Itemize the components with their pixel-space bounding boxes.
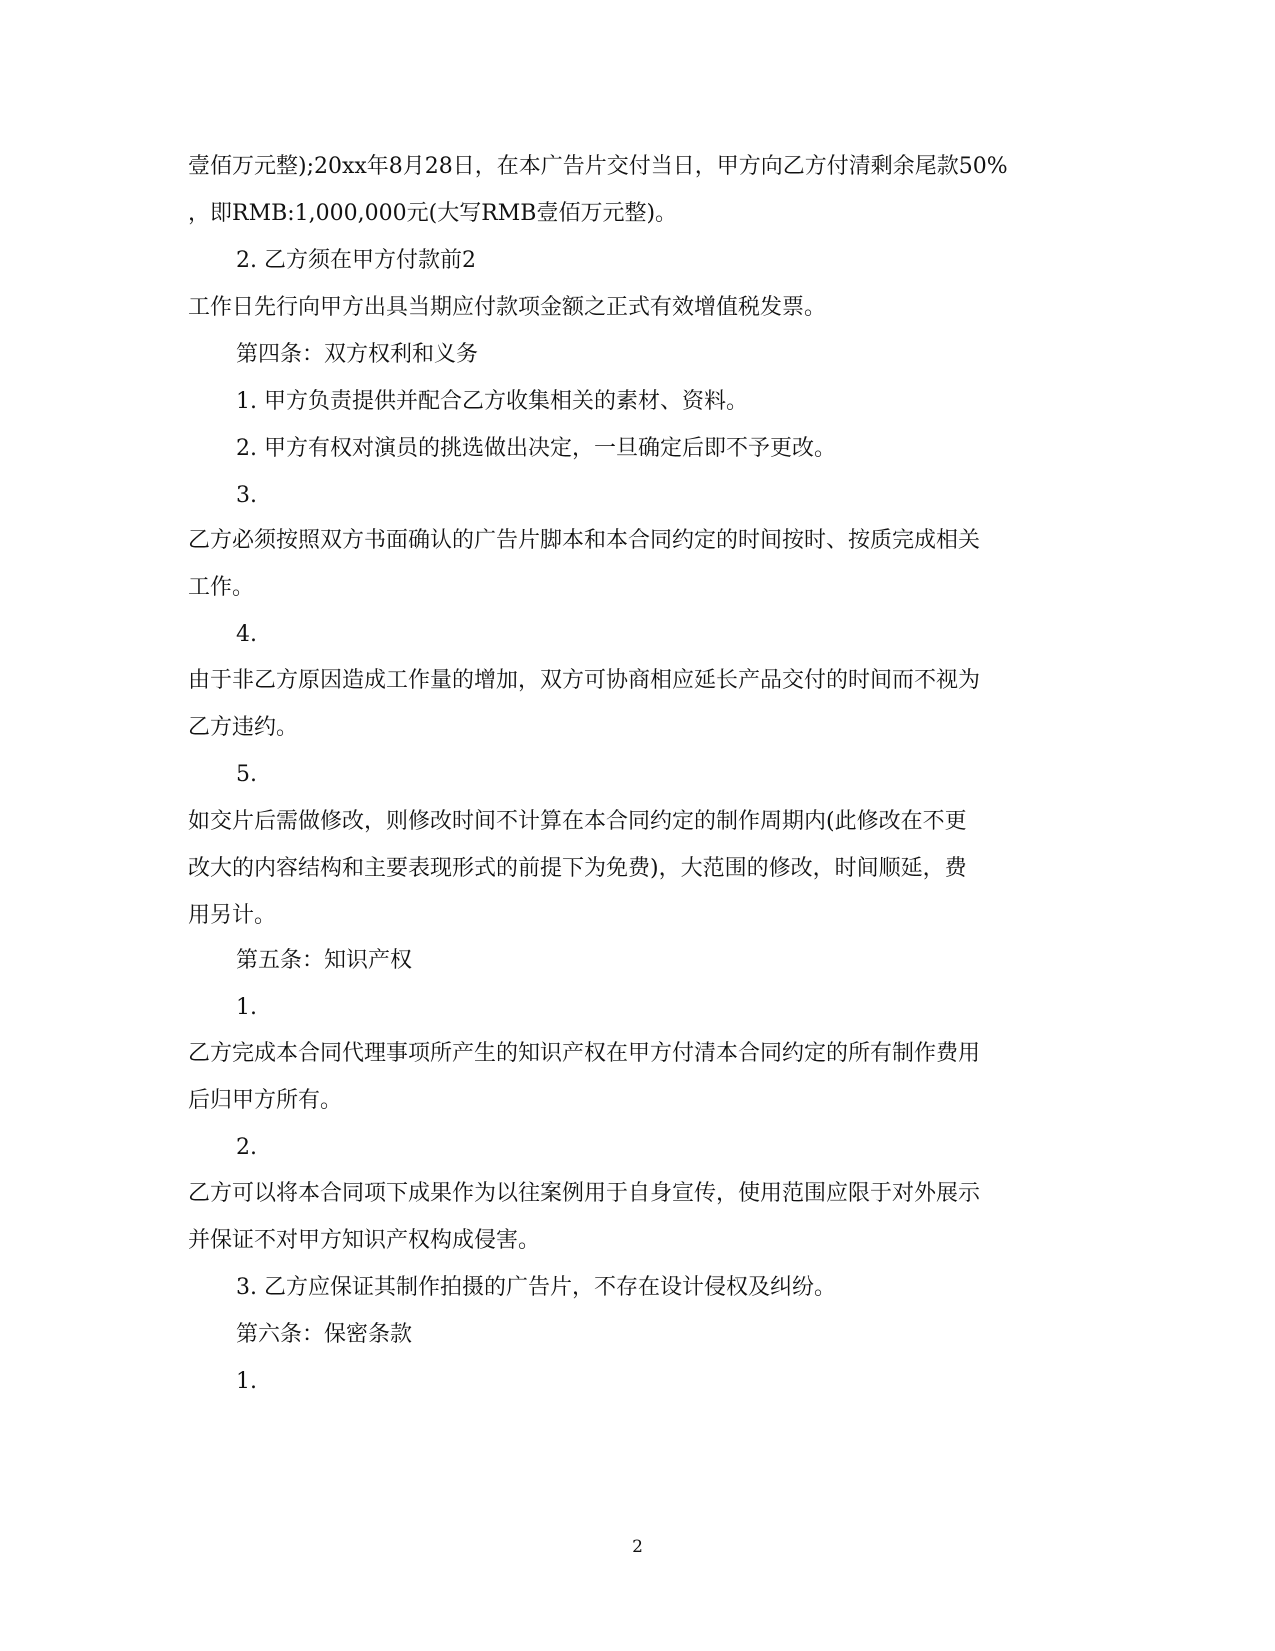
text-line: ，即RMB:1,000,000元(大写RMB壹佰万元整)。 [188, 201, 678, 226]
list-item-number: 3. [236, 483, 257, 508]
section-heading: 第五条：知识产权 [236, 948, 413, 973]
text-line: 改大的内容结构和主要表现形式的前提下为免费)，大范围的修改，时间顺延，费 [188, 856, 967, 881]
list-item-number: 2. 乙方须在甲方付款前2 [236, 248, 476, 273]
list-item: 1. 甲方负责提供并配合乙方收集相关的素材、资料。 [236, 389, 748, 414]
text-line: 并保证不对甲方知识产权构成侵害。 [188, 1228, 541, 1253]
section-heading: 第六条：保密条款 [236, 1322, 413, 1347]
list-item-number: 1. [236, 1369, 257, 1394]
section-heading: 第四条：双方权利和义务 [236, 342, 479, 367]
list-item: 2. 甲方有权对演员的挑选做出决定，一旦确定后即不予更改。 [236, 436, 836, 461]
text-line: 乙方完成本合同代理事项所产生的知识产权在甲方付清本合同约定的所有制作费用 [188, 1041, 981, 1066]
text-line: 工作日先行向甲方出具当期应付款项金额之正式有效增值税发票。 [188, 295, 827, 320]
text-line: 后归甲方所有。 [188, 1088, 343, 1113]
list-item-number: 1. [236, 995, 257, 1020]
list-item-number: 4. [236, 622, 257, 647]
text-line: 乙方可以将本合同项下成果作为以往案例用于自身宣传，使用范围应限于对外展示 [188, 1181, 981, 1206]
list-item: 3. 乙方应保证其制作拍摄的广告片，不存在设计侵权及纠纷。 [236, 1275, 836, 1300]
page-number: 2 [632, 1537, 643, 1557]
text-line: 用另计。 [188, 903, 277, 928]
text-line: 工作。 [188, 575, 255, 600]
text-line: 乙方违约。 [188, 715, 299, 740]
list-item-number: 5. [236, 762, 257, 787]
text-line: 由于非乙方原因造成工作量的增加，双方可协商相应延长产品交付的时间而不视为 [188, 668, 981, 693]
text-line: 如交片后需做修改，则修改时间不计算在本合同约定的制作周期内(此修改在不更 [188, 809, 967, 834]
list-item-number: 2. [236, 1135, 257, 1160]
text-line: 壹佰万元整);20xx年8月28日，在本广告片交付当日，甲方向乙方付清剩余尾款50% [188, 154, 1008, 179]
text-line: 乙方必须按照双方书面确认的广告片脚本和本合同约定的时间按时、按质完成相关 [188, 528, 981, 553]
